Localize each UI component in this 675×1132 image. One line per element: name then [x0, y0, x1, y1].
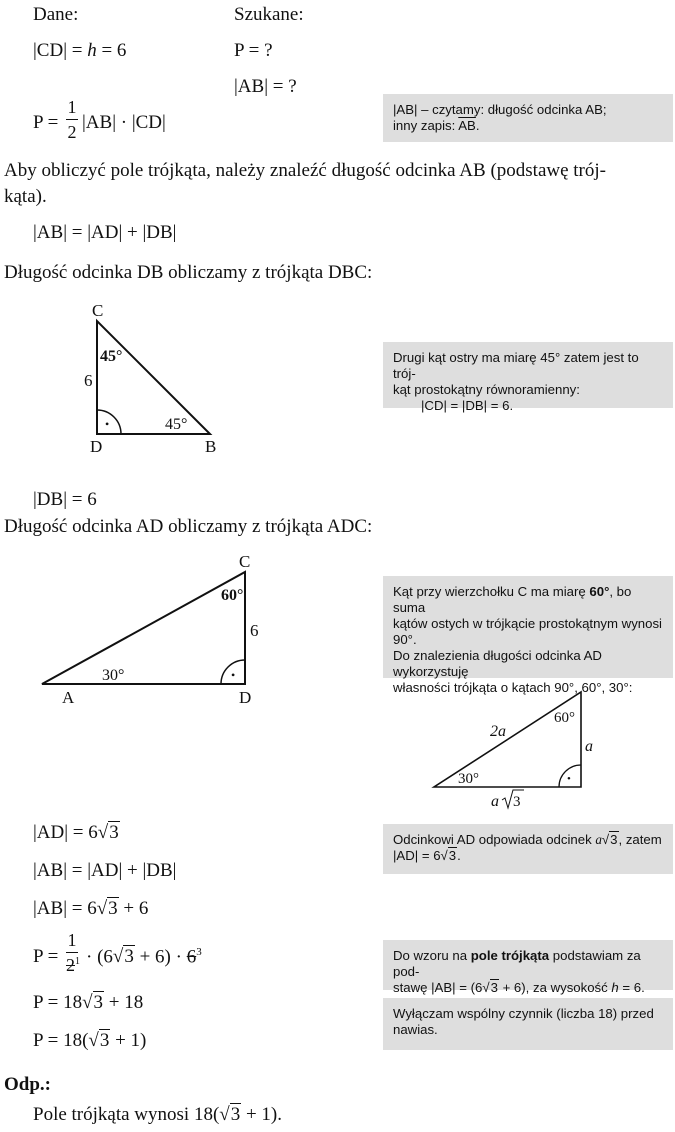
ab-sum: |AB| = |AD| + |DB|	[33, 222, 177, 243]
dbc-label-b: B	[205, 437, 217, 456]
dbc-angle-top: 45°	[100, 348, 123, 365]
note-dbc: Drugi kąt ostry ma miarę 45° zatem jest to trój- kąt prostokątny równoramienny: |CD| = |DB| = 6.	[383, 342, 673, 408]
dbc-label-c: C	[92, 301, 104, 320]
answer-text: Pole trójkąta wynosi 18(√3 + 1).	[33, 1104, 283, 1125]
ad-intro: Długość odcinka AD obliczamy z trójkąta ADC:	[4, 516, 373, 537]
calc-p-factors: · $(6√3 + 6) \cdot 6^3$	[86, 946, 202, 968]
given-fraction: 1 2	[67, 97, 77, 142]
sought-p: P = ?	[234, 40, 273, 61]
intro-line2: kąta).	[4, 186, 47, 207]
ref-angle-base: 30°	[458, 771, 479, 787]
adc-angle-top: 60°	[221, 587, 244, 604]
note-adc: Kąt przy wierzchołku C ma miarę 60°, bo suma kątów ostych w trójkącie prostokątnym wynosi 90°. Do znalezienia długości odcinka AD wykorzystuję własności trójkąta o kątach 90°, 60°, 30°:	[383, 576, 673, 678]
given-cd: |CD| = h = 6	[33, 40, 127, 61]
calc-p-fraction: 1 $2^1$	[66, 930, 80, 975]
ref-base-root: 3	[513, 794, 521, 810]
calc-p-prefix: P =	[33, 946, 59, 967]
db-value: |DB| = 6	[33, 489, 97, 510]
ref-hypotenuse: 2a	[490, 723, 506, 740]
answer-label: Odp.:	[4, 1074, 51, 1095]
note-p: Do wzoru na pole trójkąta podstawiam za pod- stawę |AB| = (6√3 + 6), za wysokość h = 6.	[383, 940, 673, 990]
db-intro: Długość odcinka DB obliczamy z trójkąta DBC:	[4, 262, 373, 283]
ref-angle-top: 60°	[554, 710, 575, 726]
dbc-label-d: D	[90, 437, 103, 456]
adc-side-length: 6	[250, 621, 259, 640]
dbc-side-length: 6	[84, 371, 93, 390]
adc-right-angle-dot: •	[231, 668, 236, 682]
ref-right-angle-dot: •	[567, 773, 571, 785]
given-label: Dane:	[33, 4, 79, 25]
adc-label-d: D	[239, 688, 252, 707]
intro-line1: Aby obliczyć pole trójkąta, należy znaleźć długość odcinka AB (podstawę trój-	[4, 160, 606, 181]
sought-label: Szukane:	[234, 4, 304, 25]
calc-p2: P = 18√3 + 18	[33, 992, 144, 1013]
calc-ad: |AD| = 6√3	[33, 822, 119, 843]
given-area-formula: P =	[33, 112, 59, 133]
calc-ab-sum: |AB| = |AD| + |DB|	[33, 860, 177, 881]
adc-label-a: A	[62, 688, 75, 707]
dbc-right-angle-dot: •	[105, 417, 110, 431]
calc-p3: P = 18(√3 + 1)	[33, 1030, 147, 1051]
dbc-angle-base: 45°	[165, 416, 188, 433]
ref-leg: a	[585, 738, 593, 755]
calc-ab: |AB| = 6√3 + 6	[33, 898, 149, 919]
note-ab-notation: |AB| – czytamy: długość odcinka AB; inny zapis: $\overline{AB}$.	[383, 94, 673, 142]
sought-ab: |AB| = ?	[234, 76, 297, 97]
note-ad: Odcinkowi AD odpowiada odcinek a√3, zatem |AD| = 6√3.	[383, 824, 673, 874]
ref-base-var: a	[491, 793, 499, 810]
adc-label-c: C	[239, 552, 251, 571]
adc-angle-base: 30°	[102, 667, 125, 684]
note-factor: Wyłączam wspólny czynnik (liczba 18) przed nawias.	[383, 998, 673, 1050]
given-area-factors: |AB| · |CD|	[82, 112, 166, 133]
